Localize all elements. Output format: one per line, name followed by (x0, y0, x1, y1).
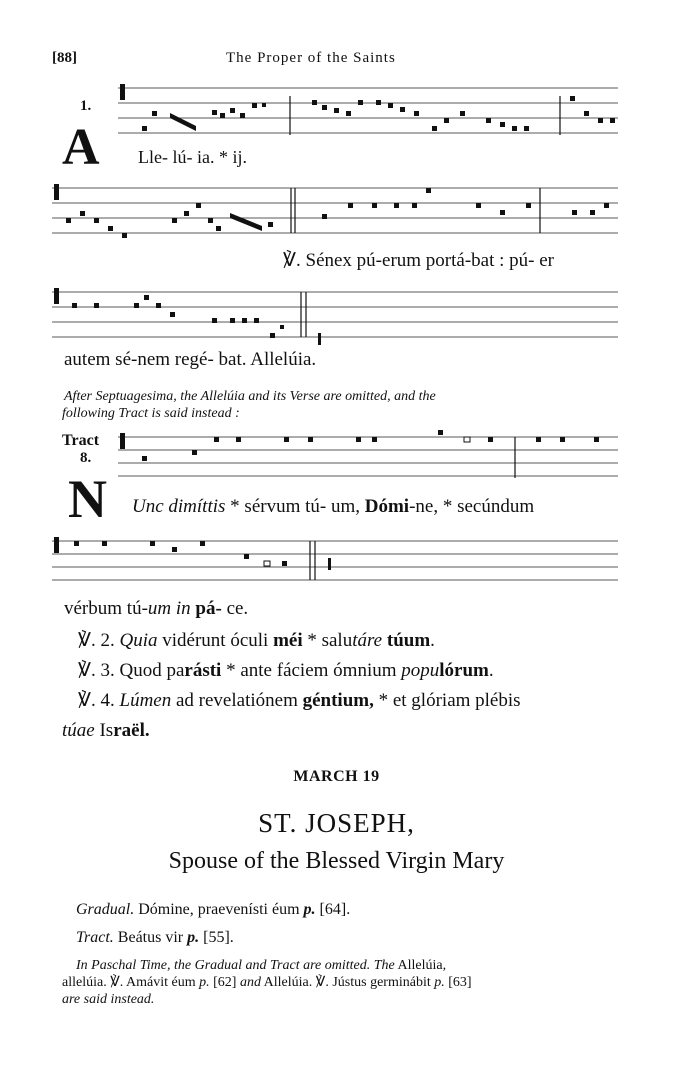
note-text: allelúia. ℣. Amávit éum (62, 975, 200, 990)
note-text: are said instead. (62, 992, 155, 1007)
tract-lyric-2a: vérbum tú- (64, 598, 148, 619)
tract-label: Tract (62, 432, 100, 449)
rubric-line-2: following Tract is said instead : (62, 406, 240, 421)
tract-lyric-1b: * sérvum tú- um, (230, 496, 360, 517)
verse-symbol: ℣. (78, 630, 96, 651)
gradual-line (76, 901, 350, 919)
verse-text: rásti (184, 660, 222, 681)
verse-number: 2. (100, 630, 115, 651)
tract-lyric-1 (132, 496, 534, 518)
verse-text: Lúmen (119, 690, 172, 711)
note-text: [62] (209, 975, 240, 990)
tract-number: 8. (80, 450, 92, 466)
running-title: The Proper of the Saints (226, 50, 396, 66)
verse-4 (78, 686, 521, 716)
tract-lyric-1c: Dómi (364, 496, 410, 517)
rubric-line-1: After Septuagesima, the Allelúia and its Verse are omitted, and the (64, 389, 436, 404)
feast-name: ST. JOSEPH, (258, 808, 415, 838)
tract-line (76, 929, 234, 947)
note-text: Allelúia, (394, 958, 447, 973)
tract-lyric-1d: -ne, * secúndum (409, 496, 535, 517)
note-text: and (239, 975, 261, 990)
verse-text: . (488, 660, 494, 681)
verse-text: * salu (302, 630, 353, 651)
paschal-note-line-2 (62, 974, 472, 991)
paschal-note-line-1 (76, 957, 446, 974)
tract-lyric-2b: um in (147, 598, 191, 619)
gradual-ref: [64]. (315, 901, 351, 918)
alleluia-verse-lyric: ℣. Sénex pú-erum portá-bat : pú- er (283, 250, 554, 271)
verse-text: * et glóriam plébis (373, 690, 521, 711)
tract-initial: N (68, 469, 107, 529)
tract-text: Beátus vir (113, 929, 188, 946)
verse-text: Quod pa (119, 660, 185, 681)
verse-text: túae (62, 720, 95, 741)
verse-2 (78, 626, 435, 656)
tract-lyric-2c: pá- (195, 598, 222, 619)
paschal-note-line-3 (62, 991, 154, 1008)
feast-date: MARCH 19 (293, 768, 380, 785)
verse-text: . (430, 630, 435, 651)
alleluia-initial: A (62, 119, 100, 176)
tract-ref: [55]. (199, 929, 234, 946)
verse-text: méi (273, 630, 303, 651)
verse-number: 3. (100, 660, 115, 681)
verse-text: lórum (439, 660, 489, 681)
verse-text: géntium, (302, 690, 374, 711)
verse-text: vidérunt óculi (157, 630, 274, 651)
verse-text: raël. (113, 720, 150, 741)
tract-page-abbrev: p. (187, 929, 200, 946)
note-text: [63] (444, 975, 472, 990)
verse-text: Is (94, 720, 114, 741)
gradual-page-abbrev: p. (303, 901, 316, 918)
note-text: Allelúia. ℣. Jústus germinábit (260, 975, 435, 990)
tract-lyric-1a: Unc dimíttis (132, 496, 226, 517)
page-number: [88] (52, 50, 77, 66)
tract-lyric-2 (64, 598, 248, 620)
verse-text: Quia (119, 630, 158, 651)
verse-symbol: ℣. (78, 690, 96, 711)
verse-text: ad revelatiónem (171, 690, 303, 711)
verse-symbol: ℣. (78, 660, 96, 681)
gradual-label: Gradual. (76, 901, 135, 918)
note-text: In Paschal Time, the Gradual and Tract are omitted. The (76, 958, 395, 973)
alleluia-lyric-1: Lle- lú- ia. * ij. (138, 147, 247, 167)
note-text: p. (434, 975, 445, 990)
verse-3 (78, 656, 494, 686)
tract-lyric-2d: ce. (221, 598, 249, 619)
verse-text: popu (401, 660, 440, 681)
verse-text: táre (352, 630, 383, 651)
gradual-text: Dómine, praevenísti éum (134, 901, 304, 918)
alleluia-lyric-3: autem sé-nem regé- bat. Allelúia. (64, 349, 317, 370)
verse-text: * ante fáciem ómnium (221, 660, 402, 681)
tract-label-prop: Tract. (76, 929, 114, 946)
verse-number: 4. (100, 690, 115, 711)
verse-4-continued (62, 716, 150, 746)
feast-subtitle: Spouse of the Blessed Virgin Mary (168, 848, 505, 874)
note-text: p. (199, 975, 210, 990)
alleluia-number: 1. (80, 98, 92, 114)
verse-text: túum (386, 630, 431, 651)
